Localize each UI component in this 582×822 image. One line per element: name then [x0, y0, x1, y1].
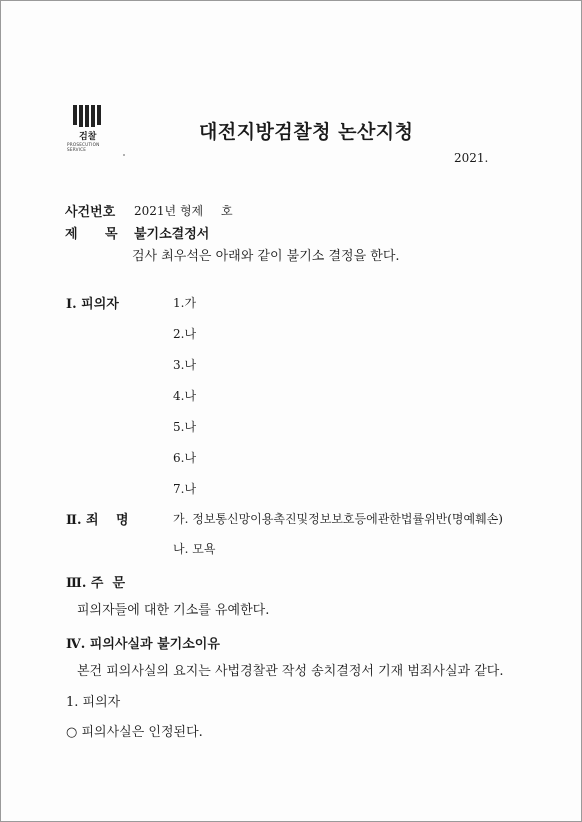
charge-item: 가. 정보통신망이용촉진및정보보호등에관한법률위반(명예훼손) — [173, 512, 503, 526]
reasons-subheading: 1. 피의자 — [66, 695, 121, 710]
case-number-label: 사건번호 — [65, 205, 116, 220]
suspect-item: 2.나 — [173, 327, 197, 341]
suspect-item: 5.나 — [173, 420, 197, 434]
reasons-heading: Ⅳ. 피의사실과 불기소이유 — [66, 637, 220, 652]
suspect-item: 6.나 — [173, 451, 197, 465]
case-number-suffix: 호 — [221, 204, 233, 218]
suspect-item: 4.나 — [173, 389, 197, 403]
suspects-heading: Ⅰ. 피의자 — [66, 297, 119, 312]
office-title: 대전지방검찰청 논산지청 — [199, 121, 414, 143]
disposition-heading: Ⅲ. 주 문 — [66, 576, 126, 591]
logo-name: 검찰 — [79, 132, 97, 142]
charge-item: 나. 모욕 — [173, 542, 216, 556]
scan-speck — [123, 154, 125, 156]
subject-label-first: 제 — [65, 227, 78, 242]
case-number-value: 2021년 형제 — [134, 204, 204, 218]
suspect-item: 7.나 — [173, 482, 197, 496]
document-date: 2021. — [454, 151, 489, 165]
charges-heading-second: 명 — [116, 513, 129, 528]
charges-heading-first: Ⅱ. 죄 — [66, 513, 99, 528]
subject-label-second: 목 — [105, 227, 118, 242]
reasons-text: 본건 피의사실의 요지는 사법경찰관 작성 송치결정서 기재 범죄사실과 같다. — [77, 664, 504, 679]
intro-text: 검사 최우석은 아래와 같이 불기소 결정을 한다. — [132, 249, 400, 264]
logo-bars-icon — [73, 105, 103, 127]
suspect-item: 1.가 — [173, 296, 197, 310]
reasons-bullet: ○ 피의사실은 인정된다. — [66, 725, 203, 740]
logo-subtitle: PROSECUTION SERVICE — [67, 142, 100, 152]
subject-value: 불기소결정서 — [134, 227, 210, 242]
prosecution-logo — [67, 105, 111, 151]
disposition-text: 피의자들에 대한 기소를 유예한다. — [77, 603, 270, 618]
suspect-item: 3.나 — [173, 358, 197, 372]
